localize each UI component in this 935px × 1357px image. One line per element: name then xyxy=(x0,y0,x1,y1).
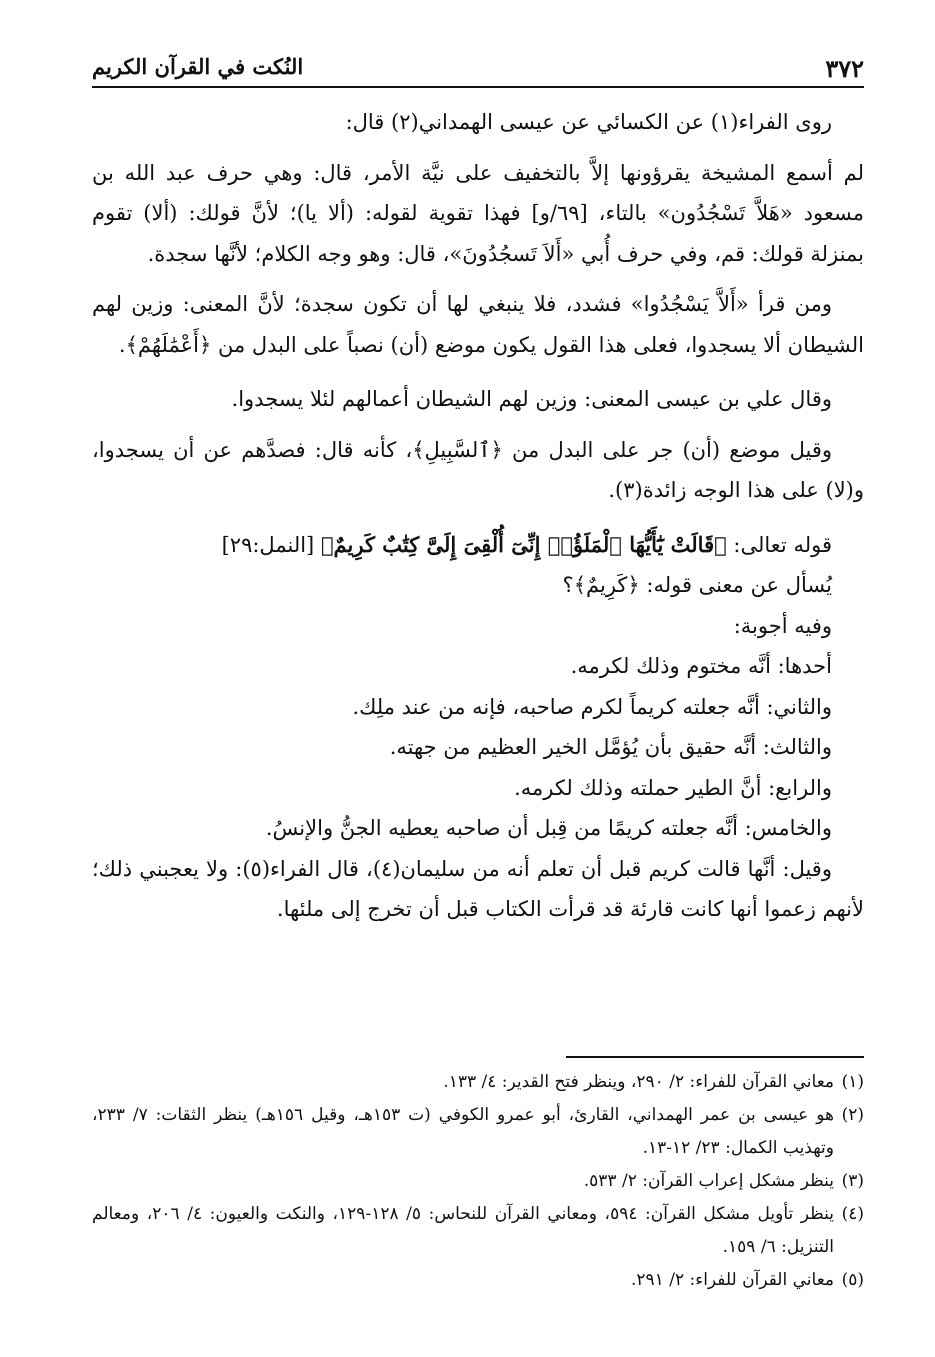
answer-2: والثاني: أنَّه جعلته كريماً لكرم صاحبه، فإنه من عند ملِك. xyxy=(352,694,832,719)
verse-reference: [النمل:٢٩] xyxy=(221,532,315,557)
footnote-separator xyxy=(566,1056,864,1058)
footnote-text: معاني القرآن للفراء: ٢/ ٢٩٠، وينظر فتح القدير: ٤/ ١٣٣. xyxy=(443,1072,834,1092)
answer-4: والرابع: أنَّ الطير حملته وذلك لكرمه. xyxy=(514,775,832,800)
footnote-number: (٣) xyxy=(841,1171,864,1191)
footnote-number: (٢) xyxy=(841,1105,864,1125)
answer-3: والثالث: أنَّه حقيق بأن يُؤمَّل الخير العظيم من جهته. xyxy=(389,735,832,759)
paragraph-1: روى الفراء(١) عن الكسائي عن عيسى الهمداني(٢) قال: xyxy=(345,110,832,134)
answer-1: أحدها: أنَّه مختوم وذلك لكرمه. xyxy=(570,654,832,678)
footnote-2 xyxy=(92,1099,864,1165)
paragraph-5: وقيل موضع (أن) جر على البدل من ﴿ٱلسَّبِيلِ﴾، كأنه قال: فصدَّهم عن أن يسجدوا، و(لا) على هذا الوجه زائدة(٣). xyxy=(92,437,864,502)
paragraph-8: وفيه أجوبة: xyxy=(733,613,832,638)
footnote-text: ينظر مشكل إعراب القرآن: ٢/ ٥٣٣. xyxy=(583,1171,834,1191)
verse-intro: قوله تعالى: xyxy=(733,532,832,557)
footnote-1 xyxy=(92,1066,864,1099)
footnote-3 xyxy=(92,1165,864,1198)
footnotes xyxy=(92,1066,864,1297)
page-header xyxy=(92,46,864,88)
paragraph-4: وقال علي بن عيسى المعنى: وزين لهم الشيطان أعمالهم لئلا يسجدوا. xyxy=(231,387,832,411)
main-text xyxy=(92,102,864,930)
page-number: ٣٧٢ xyxy=(825,54,864,83)
footnote-5 xyxy=(92,1264,864,1297)
footnote-text: ينظر تأويل مشكل القرآن: ٥٩٤، ومعاني القرآن للنحاس: ٥/ ١٢٨-١٢٩، والنكت والعيون: ٤/ ٢٠٦، ومعالم التنزيل: ٦/ ١٥٩. xyxy=(92,1204,834,1257)
footnote-text: معاني القرآن للفراء: ٢/ ٢٩١. xyxy=(630,1270,834,1290)
answer-5: والخامس: أنَّه جعلته كريمًا من قِبل أن صاحبه يعطيه الجنُّ والإنسُ. xyxy=(265,816,832,840)
footnote-number: (٤) xyxy=(841,1204,864,1224)
footnote-4 xyxy=(92,1198,864,1264)
paragraph-2: لم أسمع المشيخة يقرؤونها إلاَّ بالتخفيف على نيَّة الأمر، قال: وهي حرف عبد الله بن مسعود «هَلاَّ تَسْجُدُون» بالتاء، [٦٩/و] فهذا تقوية لقوله: (ألا يا)؛ لأنَّ قولك: (ألا) تقوم بمنزلة قولك: قم، وفي حرف أُبي «أَلاَ تَسجُدُونَ»، قال: وهو وجه الكلام؛ لأنَّها سجدة. xyxy=(92,160,864,266)
running-title: النُكت في القرآن الكريم xyxy=(92,54,304,79)
paragraph-3: ومن قرأ «أَلاَّ يَسْجُدُوا» فشدد، فلا ينبغي لها أن تكون سجدة؛ لأنَّ المعنى: وزين لهم الشيطان ألا يسجدوا، فعلى هذا القول يكون موضع (أن) نصباً على البدل من ﴿أَعْمَٰلَهُمْ﴾. xyxy=(92,292,864,357)
footnote-number: (١) xyxy=(841,1072,864,1092)
paragraph-14: وقيل: أنَّها قالت كريم قبل أن تعلم أنه من سليمان(٤)، قال الفراء(٥): ولا يعجبني ذلك؛ لأنهم زعموا أنها كانت قارئة قد قرأت الكتاب قبل أن تخرج إلى ملئها. xyxy=(92,856,864,921)
footnote-number: (٥) xyxy=(841,1270,864,1290)
paragraph-7: يُسأل عن معنى قوله: ﴿كَرِيمٌ﴾؟ xyxy=(562,573,832,597)
paragraph-6 xyxy=(92,525,864,566)
quran-verse: ﴿قَالَتْ يَٰٓأَيُّهَا ٱلْمَلَؤُا۟ إِنِّىٓ أُلْقِىَ إِلَىَّ كِتَٰبٌ كَرِيمٌ﴾ xyxy=(320,531,727,557)
footnote-text: هو عيسى بن عمر الهمداني، القارئ، أبو عمرو الكوفي (ت ١٥٣هـ، وقيل ١٥٦هـ) ينظر الثقات: ٧/ ٢٣٣، وتهذيب الكمال: ٢٣/ ١٢-١٣. xyxy=(92,1105,834,1158)
